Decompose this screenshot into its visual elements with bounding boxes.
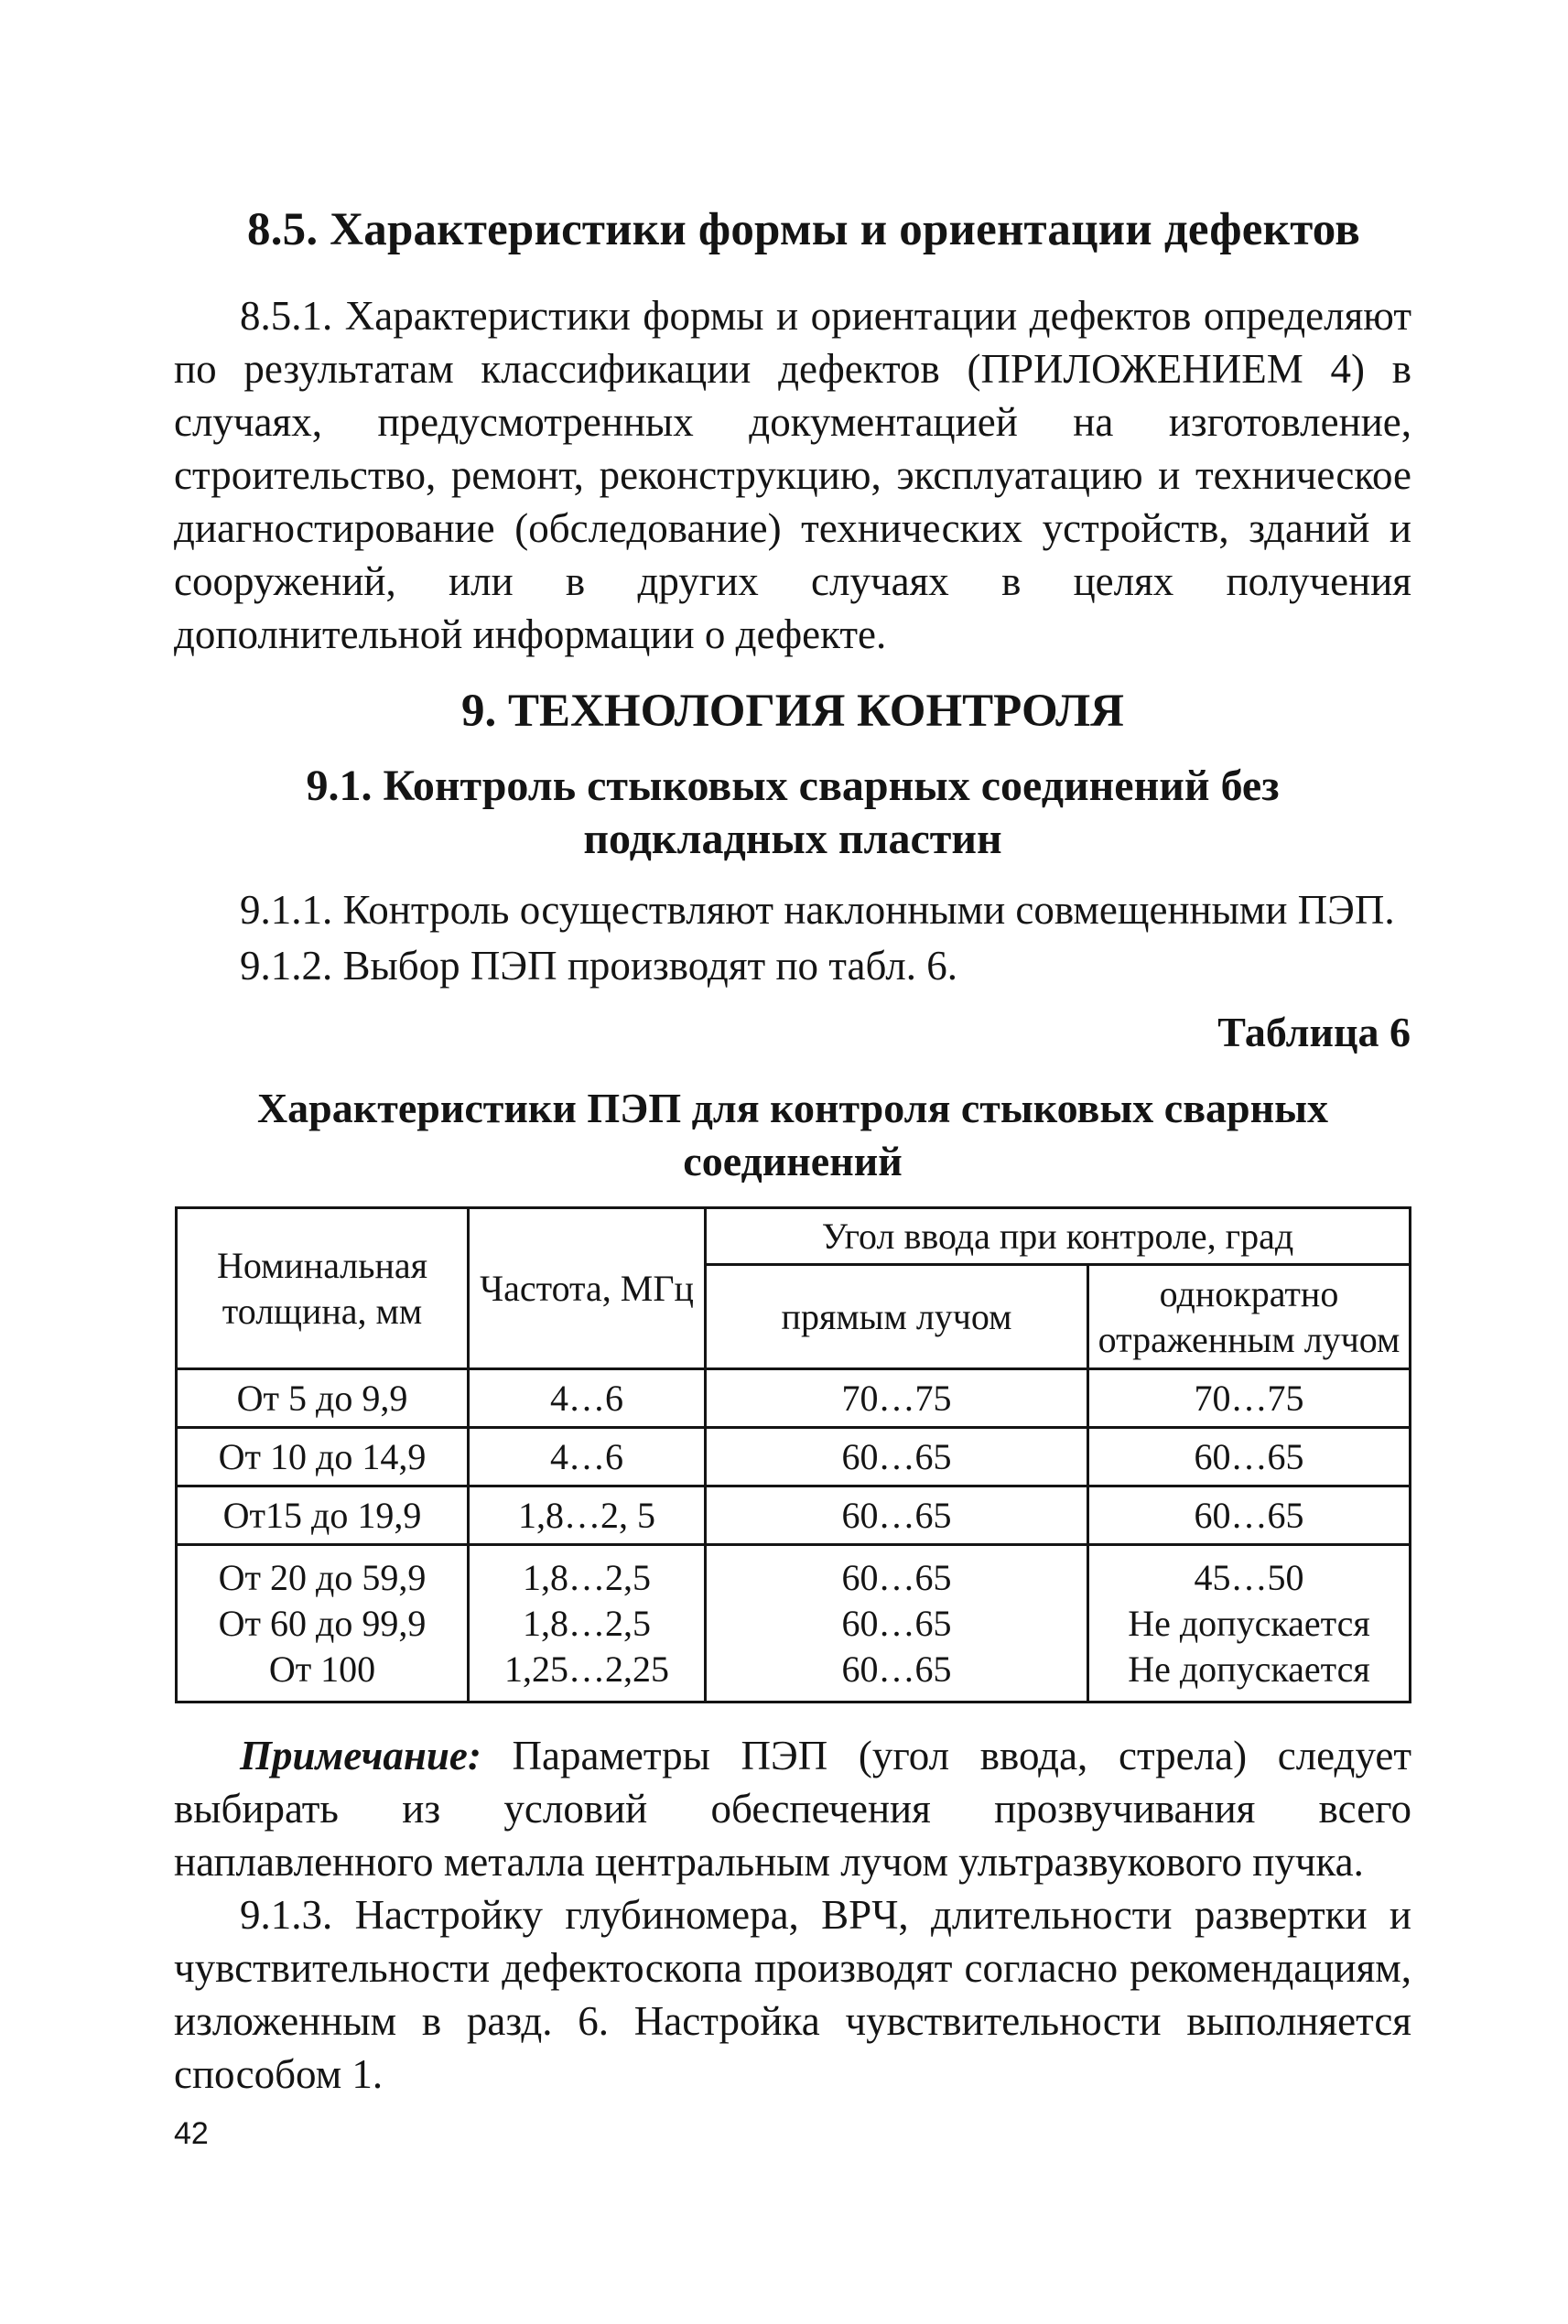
header-angle: Угол ввода при контроле, град [706, 1208, 1411, 1265]
cell-frequency: 1,8…2, 5 [469, 1486, 706, 1545]
header-reflected-line2: отраженным лучом [1098, 1318, 1400, 1360]
table-header-row [177, 1208, 1411, 1265]
paragraph-9-1-1: 9.1.1. Контроль осуществляют наклонными совмещенными ПЭП. [240, 887, 1395, 933]
paragraph-9-1-3: 9.1.3. Настройку глубиномера, ВРЧ, длительности развертки и чувствительности дефектоскопа производят согласно рекомендациям, изложенным в разд. 6. Настройка чувствительности выполняется способом 1. [174, 1892, 1411, 2097]
table-title [174, 1082, 1411, 1188]
header-direct-beam: прямым лучом [706, 1265, 1088, 1369]
cell-reflected: 45…50 [1194, 1556, 1304, 1598]
transducer-table [175, 1206, 1411, 1703]
cell-direct: 60…65 [841, 1556, 952, 1598]
section-9-1-heading [174, 760, 1411, 866]
note-label: Примечание: [240, 1733, 481, 1778]
paragraph-9-1-2: 9.1.2. Выбор ПЭП производят по табл. 6. [240, 943, 957, 989]
cell-reflected-group [1088, 1545, 1411, 1702]
cell-thickness: От15 до 19,9 [177, 1486, 469, 1545]
cell-direct: 60…65 [706, 1486, 1088, 1545]
cell-thickness: От 20 до 59,9 [218, 1556, 427, 1598]
cell-frequency: 1,8…2,5 [523, 1602, 651, 1644]
cell-frequency-group [469, 1545, 706, 1702]
cell-direct: 70…75 [706, 1369, 1088, 1428]
cell-reflected: Не допускается [1128, 1602, 1370, 1644]
table-title-line1: Характеристики ПЭП для контроля стыковых сварных [256, 1085, 1329, 1131]
table-row [177, 1486, 1411, 1545]
table-row-group [177, 1545, 1411, 1702]
header-frequency: Частота, МГц [469, 1208, 706, 1369]
cell-thickness-group [177, 1545, 469, 1702]
header-reflected-line1: однократно [1159, 1272, 1339, 1314]
section-9-1-heading-line2: подкладных пластин [583, 815, 1002, 863]
header-reflected-beam [1088, 1265, 1411, 1369]
table-note [174, 1729, 1411, 1888]
cell-frequency: 1,25…2,25 [504, 1648, 669, 1690]
cell-reflected: 60…65 [1088, 1428, 1411, 1486]
header-thickness: Номинальная толщина, мм [177, 1208, 469, 1369]
cell-direct-group [706, 1545, 1088, 1702]
table-row [177, 1369, 1411, 1428]
cell-reflected: 60…65 [1088, 1486, 1411, 1545]
cell-thickness: От 5 до 9,9 [177, 1369, 469, 1428]
section-9-heading: 9. ТЕХНОЛОГИЯ КОНТРОЛЯ [461, 686, 1124, 737]
section-9-1-heading-line1: 9.1. Контроль стыковых сварных соединений без [306, 762, 1280, 810]
cell-frequency: 4…6 [469, 1369, 706, 1428]
section-8-5-heading: 8.5. Характеристики формы и ориентации дефектов [247, 204, 1360, 255]
cell-thickness: От 60 до 99,9 [218, 1602, 427, 1644]
cell-direct: 60…65 [841, 1648, 952, 1690]
cell-direct: 60…65 [841, 1602, 952, 1644]
note-text: Параметры ПЭП (угол ввода, стрела) следует выбирать из условий обеспечения прозвучивания всего наплавленного металла центральным лучом ультразвукового пучка. [174, 1733, 1411, 1885]
cell-thickness: От 10 до 14,9 [177, 1428, 469, 1486]
table-title-line2: соединений [683, 1138, 903, 1184]
page-number: 42 [174, 2116, 209, 2151]
cell-direct: 60…65 [706, 1428, 1088, 1486]
paragraph-8-5-1: 8.5.1. Характеристики формы и ориентации дефектов определяют по результатам классификации дефектов (ПРИЛОЖЕНИЕМ 4) в случаях, предусмотренных документацией на изготовление, строительство, ремонт, реконструкцию, эксплуатацию и техническое диагностирование (обследование) технических устройств, зданий и сооружений, или в других случаях в целях получения дополнительной информации о дефекте. [174, 293, 1411, 657]
table-number: Таблица 6 [1217, 1009, 1411, 1055]
cell-frequency: 4…6 [469, 1428, 706, 1486]
cell-frequency: 1,8…2,5 [523, 1556, 651, 1598]
cell-reflected: 70…75 [1088, 1369, 1411, 1428]
cell-reflected: Не допускается [1128, 1648, 1370, 1690]
table-row [177, 1428, 1411, 1486]
cell-thickness: От 100 [268, 1648, 376, 1690]
